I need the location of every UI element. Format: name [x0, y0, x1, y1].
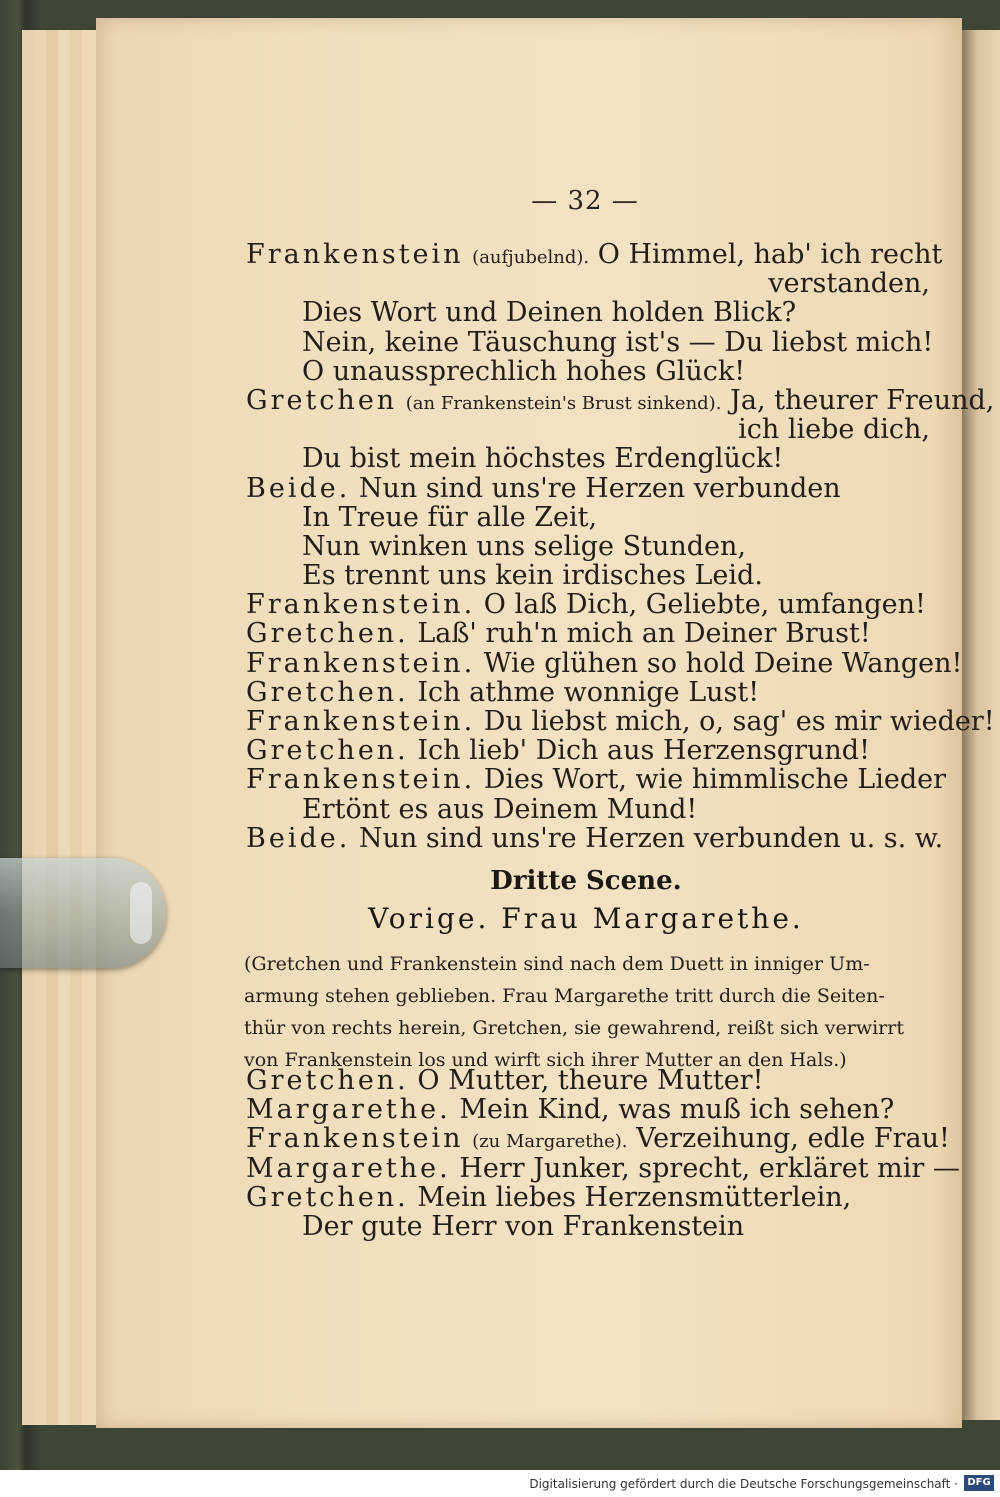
line-text: Herr Junker, sprecht, erkläret mir — — [459, 1152, 960, 1184]
text-line — [246, 822, 944, 854]
page-number: — 32 — — [531, 186, 639, 216]
stage-note: (an Frankenstein's Brust sinkend). — [405, 392, 722, 414]
speaker-name: Frankenstein. — [246, 647, 476, 679]
text-line — [246, 736, 936, 765]
speaker-name: Frankenstein. — [246, 764, 476, 796]
text-line — [246, 619, 936, 648]
text-line — [246, 561, 936, 590]
line-text: Ich athme wonnige Lust! — [417, 676, 760, 708]
stage-direction-line: von Frankenstein los und wirft sich ihrer Mutter an den Hals.) — [244, 1049, 847, 1071]
book-clip — [0, 858, 166, 968]
speaker-name: Gretchen. — [246, 1181, 409, 1213]
line-text: Laß' ruh'n mich an Deiner Brust! — [417, 618, 871, 650]
dialogue-block — [246, 239, 995, 854]
scene-heading: Dritte Scene. — [490, 866, 682, 896]
line-text: Ich lieb' Dich aus Herzensgrund! — [417, 735, 870, 767]
text-line — [246, 269, 936, 298]
page-edge — [82, 30, 97, 1425]
text-line — [246, 1066, 936, 1095]
line-text: Nun sind uns're Herzen verbunden u. s. w. — [358, 822, 944, 854]
text-line — [246, 795, 936, 824]
text-line — [246, 328, 936, 357]
text-line — [246, 384, 995, 416]
text-line — [246, 239, 943, 270]
text-line — [246, 503, 936, 532]
line-text: Der gute Herr von Frankenstein — [302, 1210, 745, 1242]
speaker-name: Gretchen. — [246, 676, 409, 708]
line-text: Dies Wort und Deinen holden Blick? — [302, 297, 797, 329]
speaker-name: Beide. — [246, 822, 351, 854]
stage-direction-line: armung stehen geblieben. Frau Margarethe tritt durch die Seiten- — [244, 985, 885, 1007]
speaker-name: Frankenstein — [246, 1123, 464, 1155]
speaker-name: Beide. — [246, 472, 351, 504]
speaker-name: Margarethe. — [246, 1094, 451, 1126]
line-text: Dies Wort, wie himmlische Lieder — [483, 764, 946, 796]
stage-direction-line: (Gretchen und Frankenstein sind nach dem Duett in inniger Um- — [244, 953, 870, 975]
text-line — [246, 357, 936, 386]
line-text: In Treue für alle Zeit, — [302, 501, 598, 533]
text-line — [246, 1152, 960, 1184]
line-text: ich liebe dich, — [738, 414, 930, 446]
text-line — [246, 474, 936, 503]
text-line — [246, 532, 936, 561]
line-text: Nun winken uns selige Stunden, — [302, 530, 746, 562]
line-text: Ertönt es aus Deinem Mund! — [302, 793, 698, 825]
text-line — [246, 678, 936, 707]
stage-direction — [244, 948, 934, 1076]
text-line — [246, 706, 995, 737]
speaker-name: Gretchen — [246, 384, 398, 416]
text-line — [246, 1095, 936, 1124]
scene-characters: Vorige. Frau Margarethe. — [368, 902, 804, 935]
text-line — [246, 444, 936, 473]
line-text: O unaussprechlich hohes Glück! — [302, 355, 746, 387]
footer-credit: Digitalisierung gefördert durch die Deutsche Forschungsgemeinschaft · — [529, 1477, 958, 1491]
speaker-name: Frankenstein. — [246, 589, 476, 621]
text-line — [246, 1183, 936, 1212]
dialogue-block — [246, 1065, 960, 1242]
line-text: Verzeihung, edle Frau! — [636, 1123, 950, 1155]
speaker-name: Gretchen. — [246, 735, 409, 767]
line-text: Wie glühen so hold Deine Wangen! — [483, 647, 963, 679]
text-line — [246, 298, 936, 327]
line-text: Nun sind uns're Herzen verbunden — [358, 472, 841, 504]
footer-bar — [0, 1470, 1000, 1497]
line-text: O Mutter, theure Mutter! — [417, 1065, 764, 1096]
line-text: Mein Kind, was muß ich sehen? — [459, 1094, 895, 1126]
line-text: Ja, theurer Freund, — [730, 384, 995, 416]
line-text: Nein, keine Täuschung ist's — Du liebst mich! — [302, 326, 934, 358]
text-line — [246, 1212, 936, 1241]
speaker-name: Frankenstein. — [246, 706, 476, 737]
text-line — [246, 590, 936, 619]
stage-direction-line: thür von rechts herein, Gretchen, sie gewahrend, reißt sich verwirrt — [244, 1017, 904, 1039]
line-text: Du liebst mich, o, sag' es mir wieder! — [483, 706, 995, 737]
line-text: O laß Dich, Geliebte, umfangen! — [483, 589, 926, 621]
dfg-logo-icon: DFG — [964, 1475, 994, 1491]
text-line — [246, 1123, 950, 1155]
line-text: verstanden, — [768, 268, 930, 300]
text-line — [246, 647, 963, 679]
speaker-name: Margarethe. — [246, 1152, 451, 1184]
stage-note: (aufjubelnd). — [472, 247, 590, 268]
stage-note: (zu Margarethe). — [472, 1131, 628, 1153]
line-text: Mein liebes Herzensmütterlein, — [417, 1181, 852, 1213]
text-line — [246, 764, 946, 796]
line-text: O Himmel, hab' ich recht — [597, 239, 943, 270]
line-text: Du bist mein höchstes Erdenglück! — [302, 443, 784, 475]
line-text: Es trennt uns kein irdisches Leid. — [302, 560, 763, 592]
text-line — [246, 415, 936, 444]
speaker-name: Gretchen. — [246, 1065, 409, 1096]
speaker-name: Frankenstein — [246, 239, 464, 270]
speaker-name: Gretchen. — [246, 618, 409, 650]
